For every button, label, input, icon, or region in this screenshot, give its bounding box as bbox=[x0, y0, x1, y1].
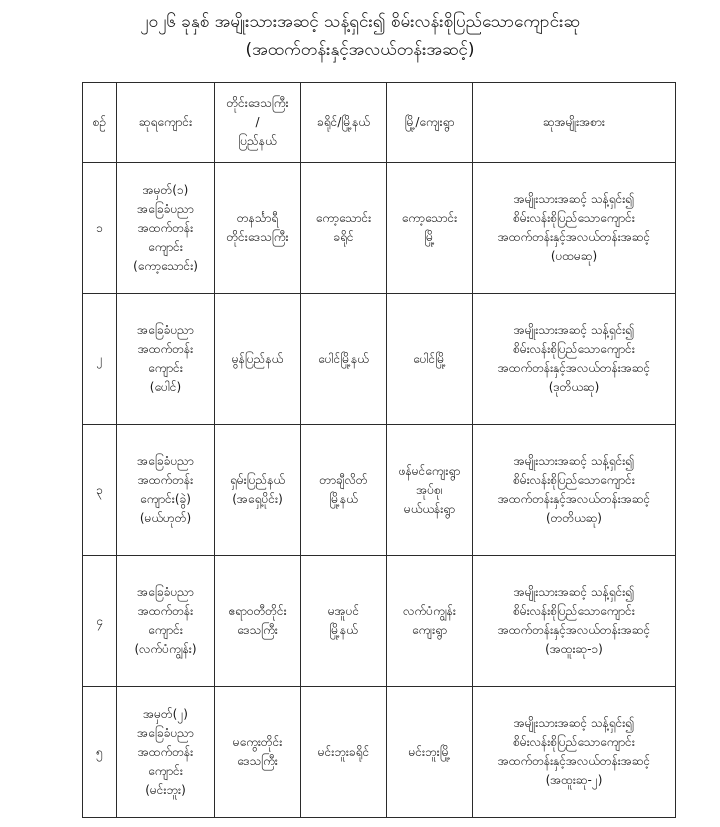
cell-region-line: (အရှေ့ပိုင်း) bbox=[232, 492, 283, 506]
cell-no: ၅ bbox=[83, 687, 117, 818]
cell-prize-line: (အထူးဆု-၁) bbox=[545, 642, 603, 656]
cell-district-line: မအူပင် bbox=[327, 604, 360, 618]
cell-region bbox=[215, 556, 301, 687]
cell-township-line: လက်ပံကျွန်း bbox=[403, 604, 456, 618]
cell-region bbox=[215, 425, 301, 556]
cell-school-line: အခြေခံပညာ bbox=[137, 585, 194, 599]
cell-prize-line: အထက်တန်းနှင့်အလယ်တန်းအဆင့် bbox=[497, 754, 651, 768]
cell-region-line: ရှမ်းပြည်နယ် bbox=[229, 473, 286, 487]
cell-school-line: ကျောင်း bbox=[148, 763, 183, 778]
cell-prize-line: အထက်တန်းနှင့်အလယ်တန်းအဆင့် bbox=[497, 361, 651, 375]
table-body bbox=[83, 163, 676, 818]
cell-region bbox=[215, 294, 301, 425]
cell-school-line: ကျောင်း bbox=[148, 239, 183, 254]
cell-prize-line: အထက်တန်းနှင့်အလယ်တန်းအဆင့် bbox=[497, 623, 651, 637]
cell-prize-line: စိမ်းလန်းစိုပြည်သောကျောင်း bbox=[513, 473, 635, 487]
table-header-row bbox=[83, 83, 676, 163]
cell-prize-line: အမျိုးသားအဆင့် သန့်ရှင်း၍ bbox=[513, 585, 635, 599]
cell-school-line: အထက်တန်း bbox=[137, 220, 194, 235]
cell-district bbox=[301, 556, 387, 687]
cell-township-line: မြို့ bbox=[424, 230, 435, 244]
cell-prize bbox=[473, 294, 676, 425]
header-region bbox=[215, 83, 301, 163]
cell-township bbox=[387, 294, 473, 425]
cell-prize-line: အမျိုးသားအဆင့် သန့်ရှင်း၍ bbox=[513, 192, 635, 206]
header-township: မြို့/ကျေးရွာ bbox=[387, 83, 473, 163]
cell-district-line: မြို့နယ် bbox=[329, 492, 358, 506]
cell-school-line: (မင်းဘူး) bbox=[145, 782, 186, 797]
cell-prize-line: စိမ်းလန်းစိုပြည်သောကျောင်း bbox=[513, 211, 635, 225]
title-line-2: (အထက်တန်းနှင့်အလယ်တန်းအဆင့်) bbox=[245, 40, 475, 60]
cell-township-line: မင်းဘူးမြို့ bbox=[408, 744, 451, 759]
cell-township bbox=[387, 425, 473, 556]
cell-no: ၃ bbox=[83, 425, 117, 556]
cell-school-line: အခြေခံပညာ bbox=[137, 323, 194, 337]
cell-township-line: ပေါင်မြို့ bbox=[413, 351, 446, 366]
cell-region bbox=[215, 687, 301, 818]
cell-prize bbox=[473, 556, 676, 687]
cell-no: ၄ bbox=[83, 556, 117, 687]
header-region-line: ပြည်နယ် bbox=[238, 134, 277, 148]
cell-no: ၂ bbox=[83, 294, 117, 425]
cell-school bbox=[117, 687, 215, 818]
cell-township-line: မယ်ယန်းရွာ bbox=[403, 501, 456, 516]
cell-region-line: မကွေးတိုင်း bbox=[232, 735, 283, 749]
cell-region-line: တနင်္သာရီ bbox=[236, 211, 279, 225]
cell-township-line: အုပ်စု၊ bbox=[416, 482, 443, 497]
cell-school-line: အထက်တန်း bbox=[137, 604, 194, 618]
cell-school-line: အထက်တန်း bbox=[137, 744, 194, 759]
cell-prize bbox=[473, 163, 676, 294]
cell-township bbox=[387, 163, 473, 294]
cell-school-line: (ကော့သောင်း) bbox=[133, 258, 198, 273]
cell-school bbox=[117, 294, 215, 425]
title-line-1: ၂၀၂၆ ခုနှစ် အမျိုးသားအဆင့် သန့်ရှင်း၍ စိမ်းလန်းစိုပြည်သောကျောင်းဆု bbox=[140, 12, 580, 32]
cell-school-line: ကျောင်း(ခွဲ) bbox=[140, 492, 191, 506]
cell-school bbox=[117, 556, 215, 687]
cell-school-line: အမှတ်(၁) bbox=[142, 182, 189, 197]
cell-prize bbox=[473, 425, 676, 556]
cell-prize bbox=[473, 687, 676, 818]
cell-region bbox=[215, 163, 301, 294]
header-region-line: / bbox=[255, 115, 260, 129]
cell-prize-line: (ပထမဆု) bbox=[550, 249, 598, 263]
cell-township-line: ကျေးရွာ bbox=[411, 623, 448, 637]
cell-prize-line: (ဒုတိယဆု) bbox=[548, 380, 600, 394]
cell-district bbox=[301, 687, 387, 818]
cell-district bbox=[301, 163, 387, 294]
cell-township bbox=[387, 687, 473, 818]
cell-school-line: (ပေါင်) bbox=[149, 380, 182, 394]
cell-township bbox=[387, 556, 473, 687]
cell-region-line: ဧရာဝတီတိုင်း bbox=[228, 604, 287, 618]
cell-district bbox=[301, 294, 387, 425]
cell-township-line: ဖန်မင်ကျေးရွာ bbox=[398, 463, 461, 478]
awards-table bbox=[82, 82, 676, 818]
cell-prize-line: စိမ်းလန်းစိုပြည်သောကျောင်း bbox=[513, 342, 635, 356]
cell-school-line: အထက်တန်း bbox=[137, 342, 194, 356]
cell-school-line: အခြေခံပညာ bbox=[137, 725, 194, 740]
table-row bbox=[83, 163, 676, 294]
cell-township-line: ကော့သောင်း bbox=[401, 211, 458, 225]
cell-district-line: ပေါင်မြို့နယ် bbox=[318, 351, 369, 366]
cell-prize-line: စိမ်းလန်းစိုပြည်သောကျောင်း bbox=[513, 604, 635, 618]
cell-prize-line: (တတိယဆု) bbox=[546, 511, 602, 525]
cell-district-line: ခရိုင် bbox=[333, 230, 354, 244]
cell-school-line: ကျောင်း bbox=[148, 361, 183, 375]
header-region-line: တိုင်းဒေသကြီး bbox=[226, 96, 289, 110]
cell-school bbox=[117, 425, 215, 556]
cell-school-line: အထက်တန်း bbox=[137, 473, 194, 487]
cell-school-line: (လက်ပံကျွန်း) bbox=[134, 642, 197, 656]
cell-school-line: (မယ်ဟုတ်) bbox=[139, 511, 192, 525]
header-prize: ဆုအမျိုးအစား bbox=[473, 83, 676, 163]
cell-district-line: မင်းဘူးခရိုင် bbox=[317, 744, 370, 759]
cell-prize-line: အထက်တန်းနှင့်အလယ်တန်းအဆင့် bbox=[497, 230, 651, 244]
table-row bbox=[83, 556, 676, 687]
cell-region-line: ဒေသကြီး bbox=[237, 754, 278, 768]
cell-no: ၁ bbox=[83, 163, 117, 294]
table-row bbox=[83, 294, 676, 425]
cell-prize-line: (အထူးဆု-၂) bbox=[545, 773, 603, 787]
cell-school-line: အမှတ်(၂) bbox=[143, 706, 188, 721]
cell-prize-line: အထက်တန်းနှင့်အလယ်တန်းအဆင့် bbox=[497, 492, 651, 506]
cell-district-line: မြို့နယ် bbox=[329, 623, 358, 637]
cell-prize-line: အမျိုးသားအဆင့် သန့်ရှင်း၍ bbox=[513, 454, 635, 468]
cell-district-line: တာချီလိတ် bbox=[319, 473, 368, 487]
cell-prize-line: အမျိုးသားအဆင့် သန့်ရှင်း၍ bbox=[513, 323, 635, 337]
header-district: ခရိုင်/မြို့နယ် bbox=[301, 83, 387, 163]
table-row bbox=[83, 425, 676, 556]
cell-region-line: တိုင်းဒေသကြီး bbox=[226, 230, 289, 244]
cell-school-line: အခြေခံပညာ bbox=[137, 454, 194, 468]
cell-district-line: ကော့သောင်း bbox=[315, 211, 372, 225]
cell-school bbox=[117, 163, 215, 294]
cell-school-line: ကျောင်း bbox=[148, 623, 183, 637]
cell-school-line: အခြေခံပညာ bbox=[137, 201, 194, 216]
header-no: စဉ် bbox=[83, 83, 117, 163]
cell-region-line: ဒေသကြီး bbox=[237, 623, 278, 637]
header-school: ဆုရကျောင်း bbox=[117, 83, 215, 163]
table-row bbox=[83, 687, 676, 818]
cell-prize-line: စိမ်းလန်းစိုပြည်သောကျောင်း bbox=[513, 735, 635, 749]
cell-prize-line: အမျိုးသားအဆင့် သန့်ရှင်း၍ bbox=[513, 716, 635, 730]
document-title bbox=[0, 8, 720, 64]
cell-region-line: မွန်ပြည်နယ် bbox=[231, 351, 284, 366]
cell-district bbox=[301, 425, 387, 556]
